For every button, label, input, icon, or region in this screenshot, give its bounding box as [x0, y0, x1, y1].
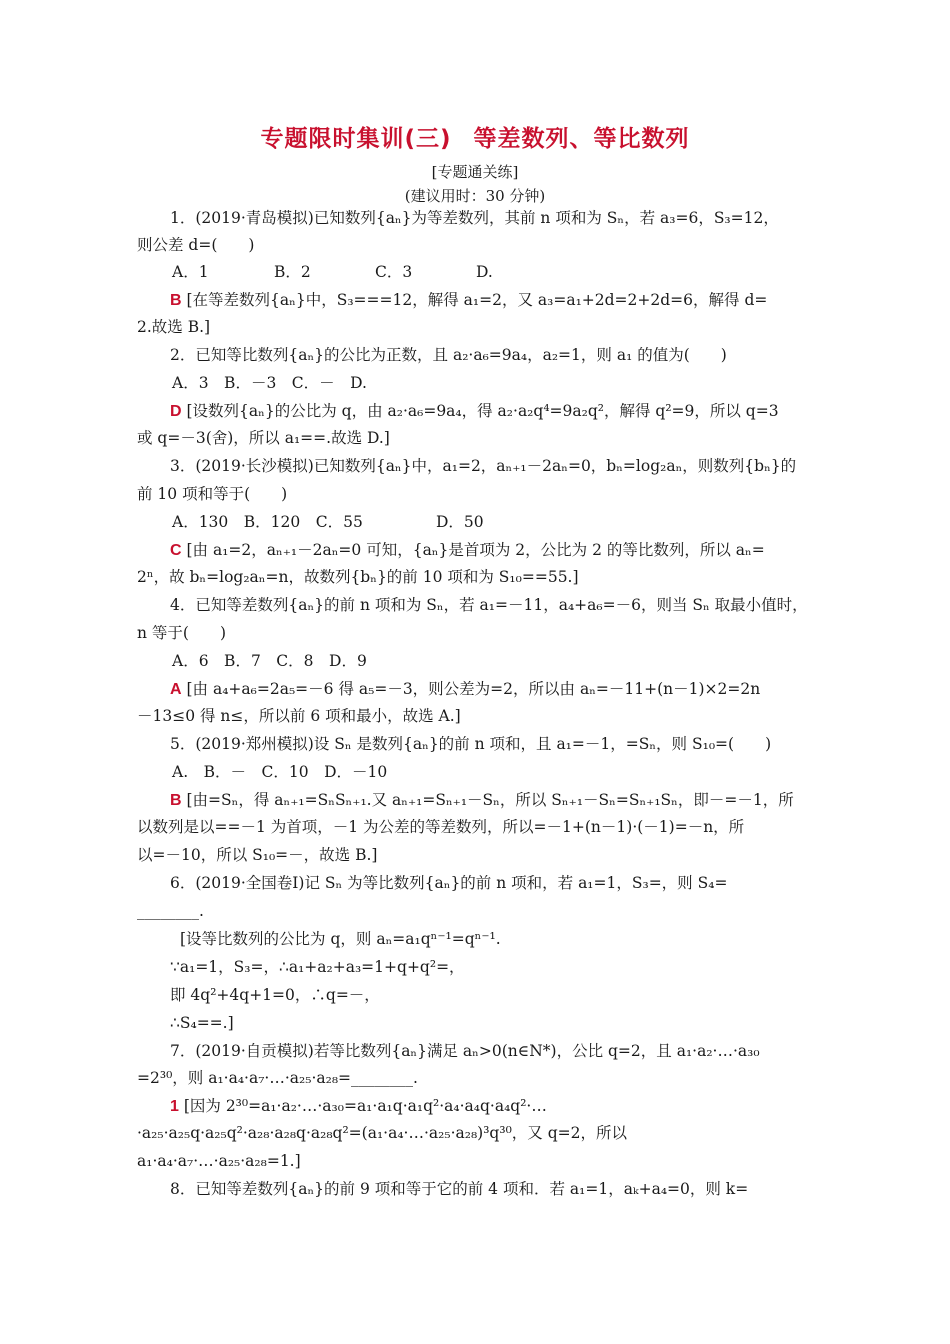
problem-3-options [172, 512, 572, 532]
problem-4-solution-line-1 [170, 679, 760, 700]
problem-6-solution-line-3: 即 4q²+4q+1=0，∴q=－， [170, 986, 380, 1004]
option-c: C．3 [375, 263, 413, 281]
problem-1-solution-line-1 [170, 290, 767, 311]
problem-1-options [172, 262, 732, 282]
answer-letter: A [170, 681, 182, 698]
title-part1: 专题限时集训(三) [260, 126, 452, 152]
problem-7-question-line-2: =2³⁰，则 a₁·a₄·a₇·…·a₂₅·a₂₈=________. [137, 1069, 418, 1087]
answer-letter: B [170, 792, 182, 809]
option-a: A．1 [172, 263, 209, 281]
problem-5-solution-line-1 [170, 790, 794, 811]
solution-text: [在等差数列{aₙ}中，S₃===12，解得 a₁=2，又 a₃=a₁+2d=2+2d=6，解得 d= [186, 291, 768, 309]
problem-5-solution-line-2: 以数列是以==－1 为首项，－1 为公差的等差数列，所以=－1+(n－1)·(－1)=－n，所 [137, 818, 745, 836]
problem-6-solution-line-2: ∵a₁=1，S₃=，∴a₁+a₂+a₃=1+q+q²=， [170, 958, 465, 976]
problem-2-solution-line-2: 或 q=－3(舍)，所以 a₁==.故选 D.] [137, 429, 390, 447]
problem-6-question-line-1: 6．(2019·全国卷Ⅰ)记 Sₙ 为等比数列{aₙ}的前 n 项和，若 a₁=1，S₃=，则 S₄= [170, 874, 728, 892]
problem-3-solution-line-2: 2ⁿ，故 bₙ=log₂aₙ=n，故数列{bₙ}的前 10 项和为 S₁₀==55.] [137, 568, 579, 586]
problem-4-question-line-2: n 等于( ) [137, 624, 227, 642]
problem-4-solution-line-2: －13≤0 得 n≤，所以前 6 项和最小，故选 A.] [137, 707, 461, 725]
solution-text: [由 a₁=2，aₙ₊₁－2aₙ=0 可知，{aₙ}是首项为 2，公比为 2 的等比数列，所以 aₙ= [186, 541, 765, 559]
problem-5-solution-line-3: 以=－10，所以 S₁₀=－，故选 B.] [137, 846, 378, 864]
solution-text: [由 a₄+a₆=2a₅=－6 得 a₅=－3，则公差为=2，所以由 aₙ=－11+(n－1)×2=2n [186, 680, 761, 698]
option-d: D．50 [436, 513, 484, 531]
problem-2-options: A．3 B．－3 C．－ D. [172, 374, 367, 392]
problem-2-solution-line-1 [170, 401, 779, 422]
problem-7-solution-line-3: a₁·a₄·a₇·…·a₂₅·a₂₈=1.] [137, 1152, 301, 1170]
solution-text: [由=Sₙ，得 aₙ₊₁=SₙSₙ₊₁.又 aₙ₊₁=Sₙ₊₁－Sₙ，所以 Sₙ₊₁－Sₙ=Sₙ₊₁Sₙ，即－=－1，所 [186, 791, 794, 809]
solution-text: [因为 2³⁰=a₁·a₂·…·a₃₀=a₁·a₁q·a₁q²·a₄·a₄q·a₄q²·… [183, 1097, 547, 1115]
problem-1-solution-line-2: 2.故选 B.] [137, 318, 211, 336]
problem-4-question-line-1: 4．已知等差数列{aₙ}的前 n 项和为 Sₙ，若 a₁=－11，a₄+a₆=－6，则当 Sₙ 取最小值时， [170, 596, 808, 614]
solution-text: [设数列{aₙ}的公比为 q，由 a₂·a₆=9a₄，得 a₂·a₂q⁴=9a₂q²，解得 q²=9，所以 q=3 [186, 402, 779, 420]
problem-6-solution-line-1: [设等比数列的公比为 q，则 aₙ=a₁qⁿ⁻¹=qⁿ⁻¹. [180, 930, 501, 948]
problem-8-question: 8．已知等差数列{aₙ}的前 9 项和等于它的前 4 项和．若 a₁=1，aₖ+a₄=0，则 k= [170, 1180, 749, 1198]
answer-letter: B [170, 292, 182, 309]
problem-4-options: A．6 B．7 C．8 D．9 [172, 652, 367, 670]
problem-3-question-line-1: 3．(2019·长沙模拟)已知数列{aₙ}中，a₁=2，aₙ₊₁－2aₙ=0，bₙ=log₂aₙ，则数列{bₙ}的 [170, 457, 797, 475]
problem-6-question-line-2: ________. [137, 902, 204, 920]
time-note: (建议用时：30 分钟) [404, 187, 546, 205]
answer-letter: D [170, 403, 182, 420]
page-title [0, 120, 950, 153]
problem-7-solution-line-2: ·a₂₅·a₂₅q·a₂₅q²·a₂₈·a₂₈q·a₂₈q²=(a₁·a₄·…·a₂₅·a₂₈)³q³⁰，又 q=2，所以 [137, 1124, 627, 1142]
problem-7-question-line-1: 7．(2019·自贡模拟)若等比数列{aₙ}满足 aₙ>0(n∈N*)，公比 q=2，且 a₁·a₂·…·a₃₀ [170, 1042, 760, 1060]
problem-3-question-line-2: 前 10 项和等于( ) [137, 485, 288, 503]
answer-letter: C [170, 542, 182, 559]
option-d: D. [476, 263, 493, 281]
problem-1-question-line-1: 1．(2019·青岛模拟)已知数列{aₙ}为等差数列，其前 n 项和为 Sₙ，若 a₃=6，S₃=12， [170, 209, 779, 227]
answer-letter: 1 [170, 1098, 179, 1115]
options-abc: A．130 B．120 C．55 [172, 513, 363, 531]
problem-7-solution-line-1 [170, 1096, 547, 1117]
problem-2-question: 2．已知等比数列{aₙ}的公比为正数，且 a₂·a₆=9a₄，a₂=1，则 a₁ 的值为( ) [170, 346, 727, 364]
problem-5-question: 5．(2019·郑州模拟)设 Sₙ 是数列{aₙ}的前 n 项和，且 a₁=－1，=Sₙ，则 S₁₀=( ) [170, 735, 772, 753]
problem-6-solution-line-4: ∴S₄==.] [170, 1014, 234, 1032]
section-subtitle: [专题通关练] [431, 163, 519, 181]
title-part2: 等差数列、等比数列 [473, 126, 690, 152]
problem-3-solution-line-1 [170, 540, 765, 561]
problem-5-options: A. B．－ C．10 D．－10 [172, 763, 388, 781]
problem-1-question-line-2: 则公差 d=( ) [137, 236, 255, 254]
option-b: B．2 [274, 263, 311, 281]
